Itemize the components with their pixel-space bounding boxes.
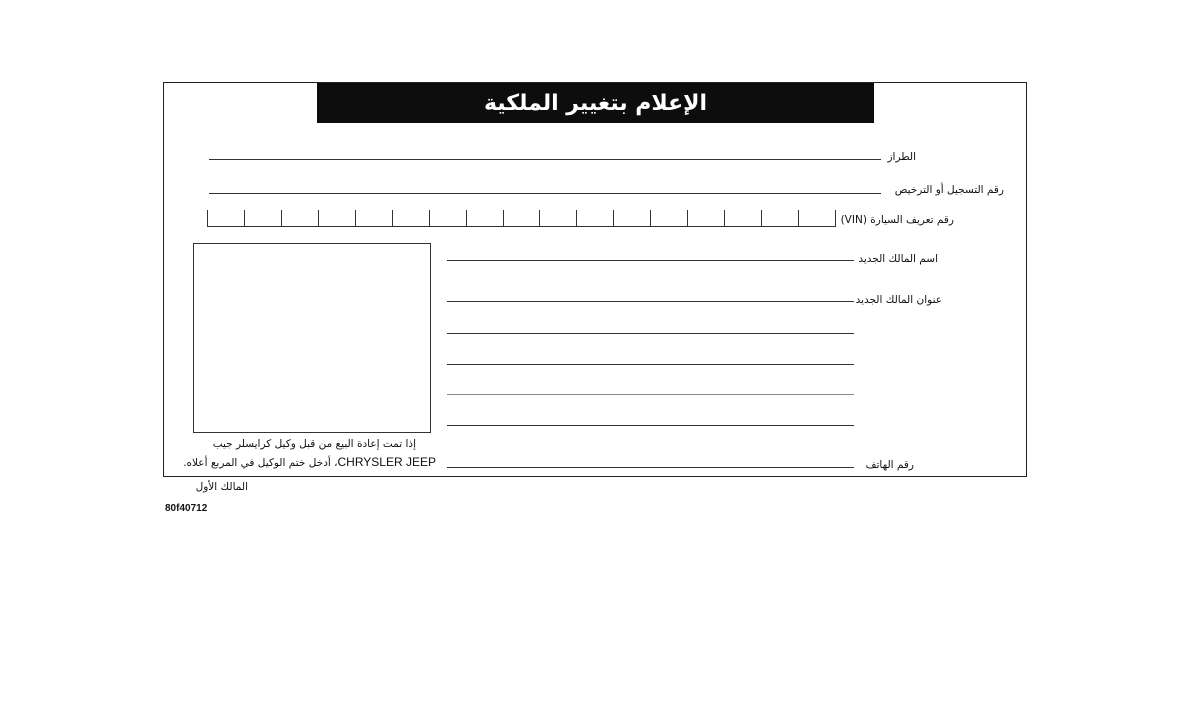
new-owner-name-field[interactable]: [447, 260, 854, 261]
figure-id: 80f40712: [165, 503, 208, 514]
vin-cell[interactable]: [318, 210, 355, 226]
vin-cell[interactable]: [466, 210, 503, 226]
address-line-3[interactable]: [447, 364, 854, 365]
phone-label: رقم الهاتف: [865, 459, 914, 471]
registration-label: رقم التسجيل أو الترخيص: [894, 184, 1004, 196]
new-owner-address-label: عنوان المالك الجديد: [855, 294, 942, 306]
vin-cell[interactable]: [724, 210, 761, 226]
vin-cell[interactable]: [207, 210, 244, 226]
vin-cell[interactable]: [761, 210, 798, 226]
vin-label: رقم تعريف السيارة (VIN): [840, 214, 954, 226]
model-label: الطراز: [887, 151, 916, 163]
form-title: الإعلام بتغيير الملكية: [317, 83, 874, 123]
dealer-note-instruction: ، أدخل ختم الوكيل في المربع أعلاه.: [183, 457, 338, 469]
vin-cell[interactable]: [281, 210, 318, 226]
phone-field[interactable]: [447, 467, 854, 468]
dealer-brand: CHRYSLER JEEP: [337, 455, 436, 469]
address-line-5[interactable]: [447, 425, 854, 426]
vin-cell[interactable]: [687, 210, 724, 226]
vin-cell[interactable]: [798, 210, 836, 226]
vin-cell[interactable]: [539, 210, 576, 226]
vin-cell[interactable]: [392, 210, 429, 226]
dealer-stamp-box[interactable]: [193, 243, 431, 433]
dealer-note-line2: [183, 455, 436, 469]
vin-field[interactable]: [207, 210, 836, 227]
new-owner-name-label: اسم المالك الجديد: [858, 253, 938, 265]
dealer-note-line1: إذا تمت إعادة البيع من قبل وكيل كرايسلر جيب: [212, 438, 416, 450]
first-owner-label: المالك الأول: [195, 481, 248, 493]
new-owner-address-field[interactable]: [447, 301, 854, 302]
registration-field[interactable]: [209, 193, 881, 194]
vin-cell[interactable]: [613, 210, 650, 226]
vin-cell[interactable]: [650, 210, 687, 226]
vin-cell[interactable]: [576, 210, 613, 226]
vin-cell[interactable]: [244, 210, 281, 226]
vin-cell[interactable]: [429, 210, 466, 226]
vin-cell[interactable]: [503, 210, 540, 226]
model-field[interactable]: [209, 159, 881, 160]
address-line-2[interactable]: [447, 333, 854, 334]
vin-cell[interactable]: [355, 210, 392, 226]
address-line-4[interactable]: [447, 394, 854, 395]
